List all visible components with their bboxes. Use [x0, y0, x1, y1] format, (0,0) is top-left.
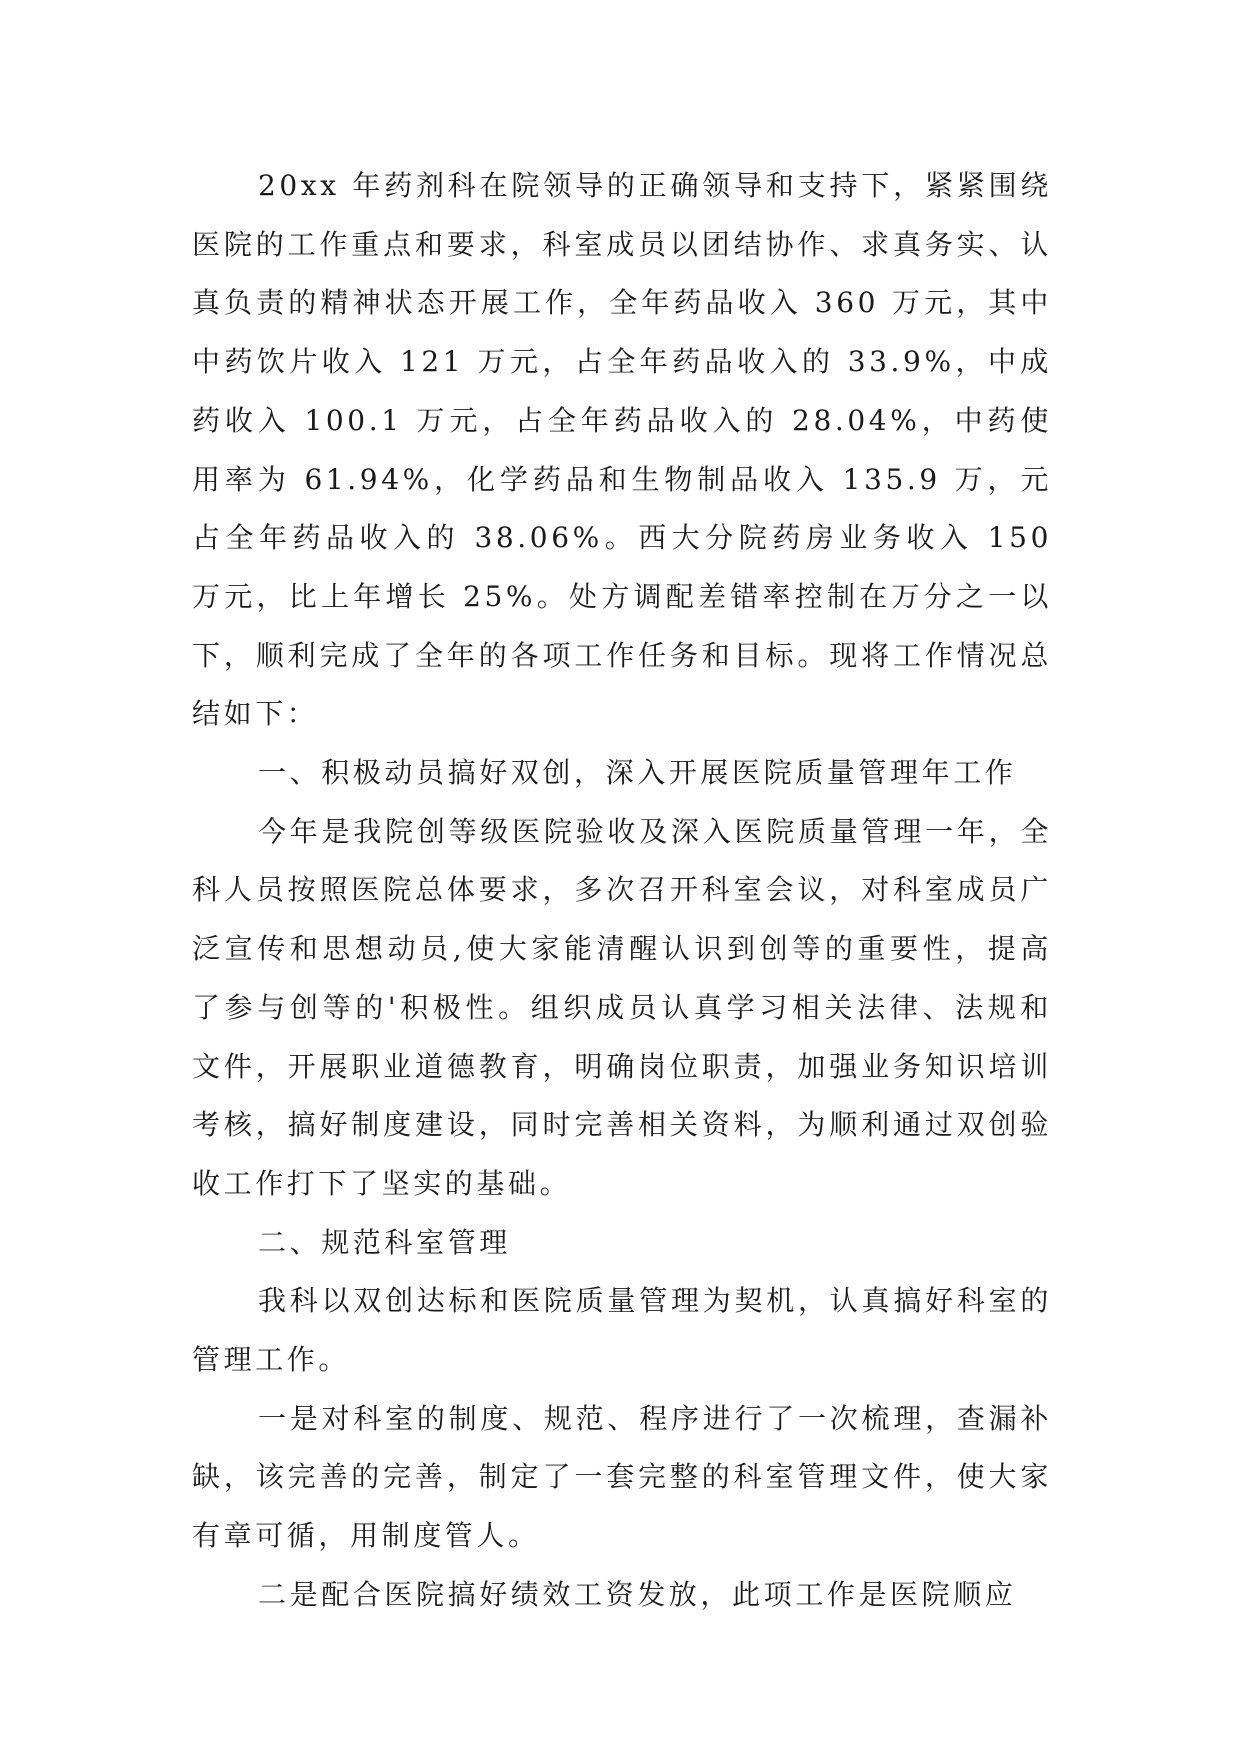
paragraph-point-1: 一是对科室的制度、规范、程序进行了一次梳理，查漏补缺，该完善的完善，制定了一套完整的科室管理文件，使大家有章可循，用制度管人。	[192, 1401, 1052, 1553]
paragraph-point-2: 二是配合医院搞好绩效工资发放，此项工作是医院顺应	[258, 1577, 1017, 1611]
section-heading-1: 一、积极动员搞好双创，深入开展医院质量管理年工作	[258, 756, 1017, 790]
paragraph-section-1: 今年是我院创等级医院验收及深入医院质量管理一年，全科人员按照医院总体要求，多次召开科室会议，对科室成员广泛宣传和思想动员,使大家能清醒认识到创等的重要性，提高了参与创等的'积极性。组织成员认真学习相关法律、法规和文件，开展职业道德教育，明确岗位职责，加强业务知识培训考核，搞好制度建设，同时完善相关资料，为顺利通过双创验收工作打下了坚实的基础。	[192, 814, 1052, 1200]
paragraph-summary-intro: 20xx 年药剂科在院领导的正确领导和支持下，紧紧围绕医院的工作重点和要求，科室成员以团结协作、求真务实、认真负责的精神状态开展工作，全年药品收入 360 万元，其中中药饮片收入 121 万元，占全年药品收入的 33.9%，中成药收入 100.1 万元，占全年药品收入的 28.04%，中药使用率为 61.94%，化学药品和生物制品收入 135.9 万，元占全年药品收入的 38.06%。西大分院药房业务收入 150 万元，比上年增长 25%。处方调配差错率控制在万分之一以下，顺利完成了全年的各项工作任务和目标。现将工作情况总结如下：	[192, 169, 1052, 731]
paragraph-section-2-intro: 我科以双创达标和医院质量管理为契机，认真搞好科室的管理工作。	[192, 1284, 1052, 1377]
document-page	[192, 157, 1052, 1625]
section-heading-2: 二、规范科室管理	[258, 1225, 511, 1259]
